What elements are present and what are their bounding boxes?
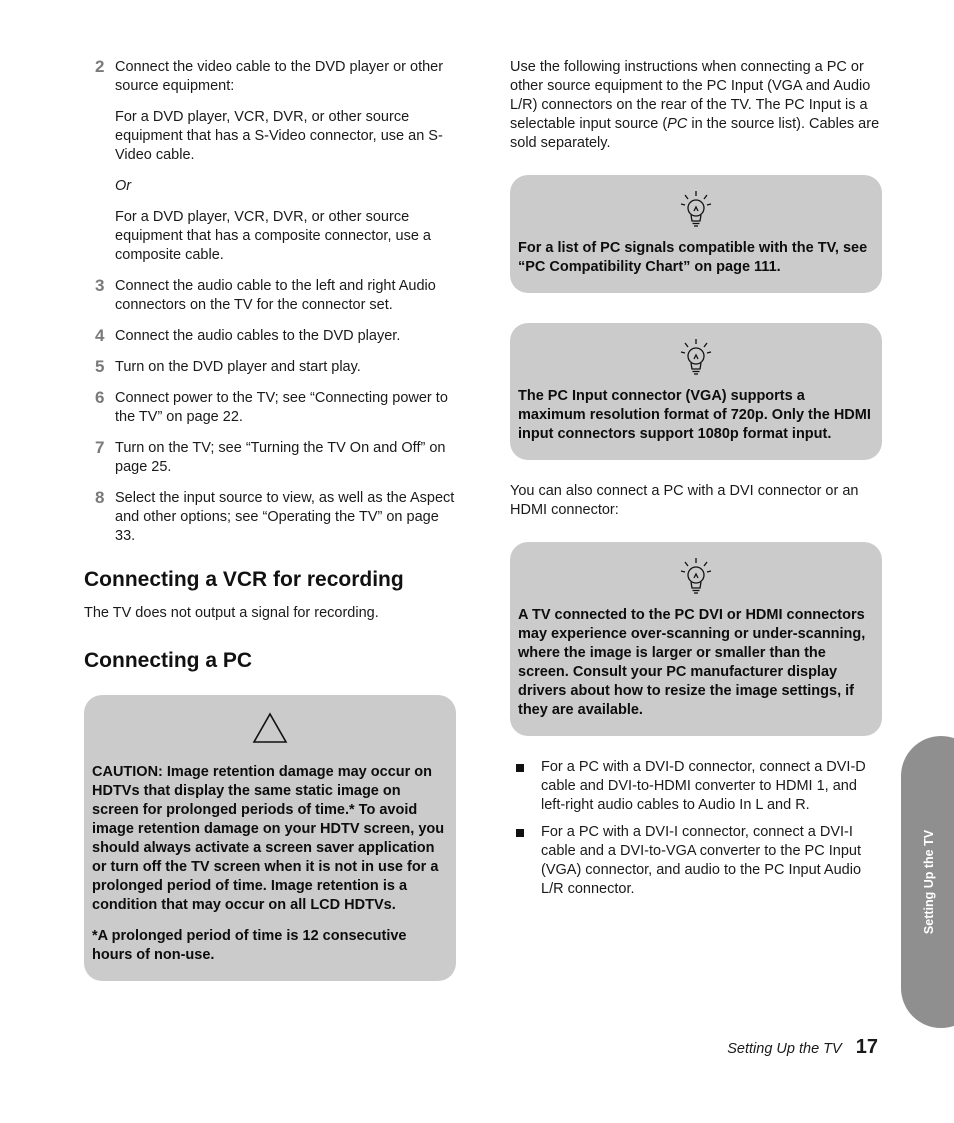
- step-text: Turn on the DVD player and start play.: [115, 359, 361, 375]
- step-number: 4: [95, 326, 105, 345]
- step-8: [84, 489, 456, 546]
- step-text: Select the input source to view, as well as the Aspect and other options; see “Operating the TV” on page 33.: [115, 490, 455, 544]
- vcr-section-heading: Connecting a VCR for recording: [84, 568, 404, 591]
- tip-box-vga-resolution: [510, 323, 882, 460]
- vcr-section-body: The TV does not output a signal for recording.: [84, 605, 379, 621]
- tip-text: The PC Input connector (VGA) supports a maximum resolution format of 720p. Only the HDMI input connectors support 1080p format input.: [518, 388, 871, 442]
- step-3: [84, 277, 456, 315]
- step-2-composite-text: For a DVD player, VCR, DVR, or other source equipment that has a composite connector, use a composite cable.: [115, 209, 431, 263]
- step-2-or: Or: [115, 178, 132, 194]
- caution-box: [84, 695, 456, 981]
- step-7: [84, 439, 456, 477]
- right-column: [510, 58, 882, 907]
- footer-chapter-title: Setting Up the TV: [727, 1041, 842, 1057]
- tip-text: A TV connected to the PC DVI or HDMI connectors may experience over-scanning or under-scanning, where the image is larger or smaller than the screen. Consult your PC manufacturer display drivers about how to resize the image settings, if they are available.: [518, 607, 866, 718]
- step-number: 8: [95, 488, 105, 507]
- caution-text: CAUTION: Image retention damage may occur on HDTVs that display the same static image on screen for prolonged periods of time.* To avoid image retention damage on your HDTV screen, you should always activate a screen saver application or turn off the TV screen when it is not in use for a prolonged period of time. Image retention is a condition that may occur on all LCD HDTVs.: [92, 764, 445, 913]
- pc-intro-part-a: Use the following instructions when connecting a PC or other source equipment to the PC Input (VGA and Audio L/R) connectors on the rear of the TV. The PC Input is a selectable input source (: [510, 59, 871, 132]
- step-text: Connect power to the TV; see “Connecting power to the TV” on page 22.: [115, 390, 448, 425]
- pc-intro-part-b: in the source list). Cables are sold separately.: [510, 116, 880, 151]
- warning-triangle-icon: [92, 711, 448, 755]
- dvi-hdmi-intro: You can also connect a PC with a DVI connector or an HDMI connector:: [510, 483, 859, 518]
- pc-intro-text: [510, 58, 882, 153]
- side-tab-label: Setting Up the TV: [922, 829, 936, 935]
- step-text: Turn on the TV; see “Turning the TV On and Off” on page 25.: [115, 440, 446, 475]
- step-6: [84, 389, 456, 427]
- list-item-text: For a PC with a DVI-D connector, connect a DVI-D cable and DVI-to-HDMI converter to HDMI 1, and left-right audio cables to Audio In L and R.: [541, 759, 866, 813]
- step-number: 2: [95, 57, 105, 76]
- step-2-svideo-text: For a DVD player, VCR, DVR, or other source equipment that has a S-Video connector, use an S-Video cable.: [115, 109, 443, 163]
- step-text: Connect the video cable to the DVD player or other source equipment:: [115, 59, 444, 94]
- page-number: 17: [855, 1036, 878, 1058]
- list-item: [510, 823, 882, 899]
- bullet-square-icon: [516, 764, 524, 772]
- list-item-text: For a PC with a DVI-I connector, connect a DVI-I cable and a DVI-to-VGA converter to the PC Input (VGA) connector, and audio to the PC Input Audio L/R connector.: [541, 824, 862, 897]
- step-4: [84, 327, 456, 346]
- step-number: 5: [95, 357, 105, 376]
- pc-section-heading: Connecting a PC: [84, 649, 253, 672]
- tip-text: For a list of PC signals compatible with the TV, see “PC Compatibility Chart” on page 111.: [518, 240, 868, 275]
- step-text: Connect the audio cables to the DVD player.: [115, 328, 401, 344]
- list-item: [510, 758, 882, 815]
- pc-intro-emphasis: PC: [667, 116, 688, 132]
- step-5: [84, 358, 456, 377]
- lightbulb-icon: [518, 187, 874, 231]
- lightbulb-icon: [518, 335, 874, 379]
- step-2: [84, 58, 456, 96]
- step-number: 6: [95, 388, 105, 407]
- bullet-square-icon: [516, 829, 524, 837]
- lightbulb-icon: [518, 554, 874, 598]
- tip-box-overscan: [510, 542, 882, 736]
- tip-box-pc-signals: [510, 175, 882, 293]
- chapter-side-tab: [901, 736, 954, 1028]
- dvi-bullet-list: [510, 758, 882, 899]
- caution-footnote: *A prolonged period of time is 12 consecutive hours of non-use.: [92, 928, 407, 963]
- page-footer: [727, 1036, 878, 1059]
- left-column: [84, 58, 456, 981]
- step-number: 3: [95, 276, 105, 295]
- step-number: 7: [95, 438, 105, 457]
- step-text: Connect the audio cable to the left and right Audio connectors on the TV for the connector set.: [115, 278, 436, 313]
